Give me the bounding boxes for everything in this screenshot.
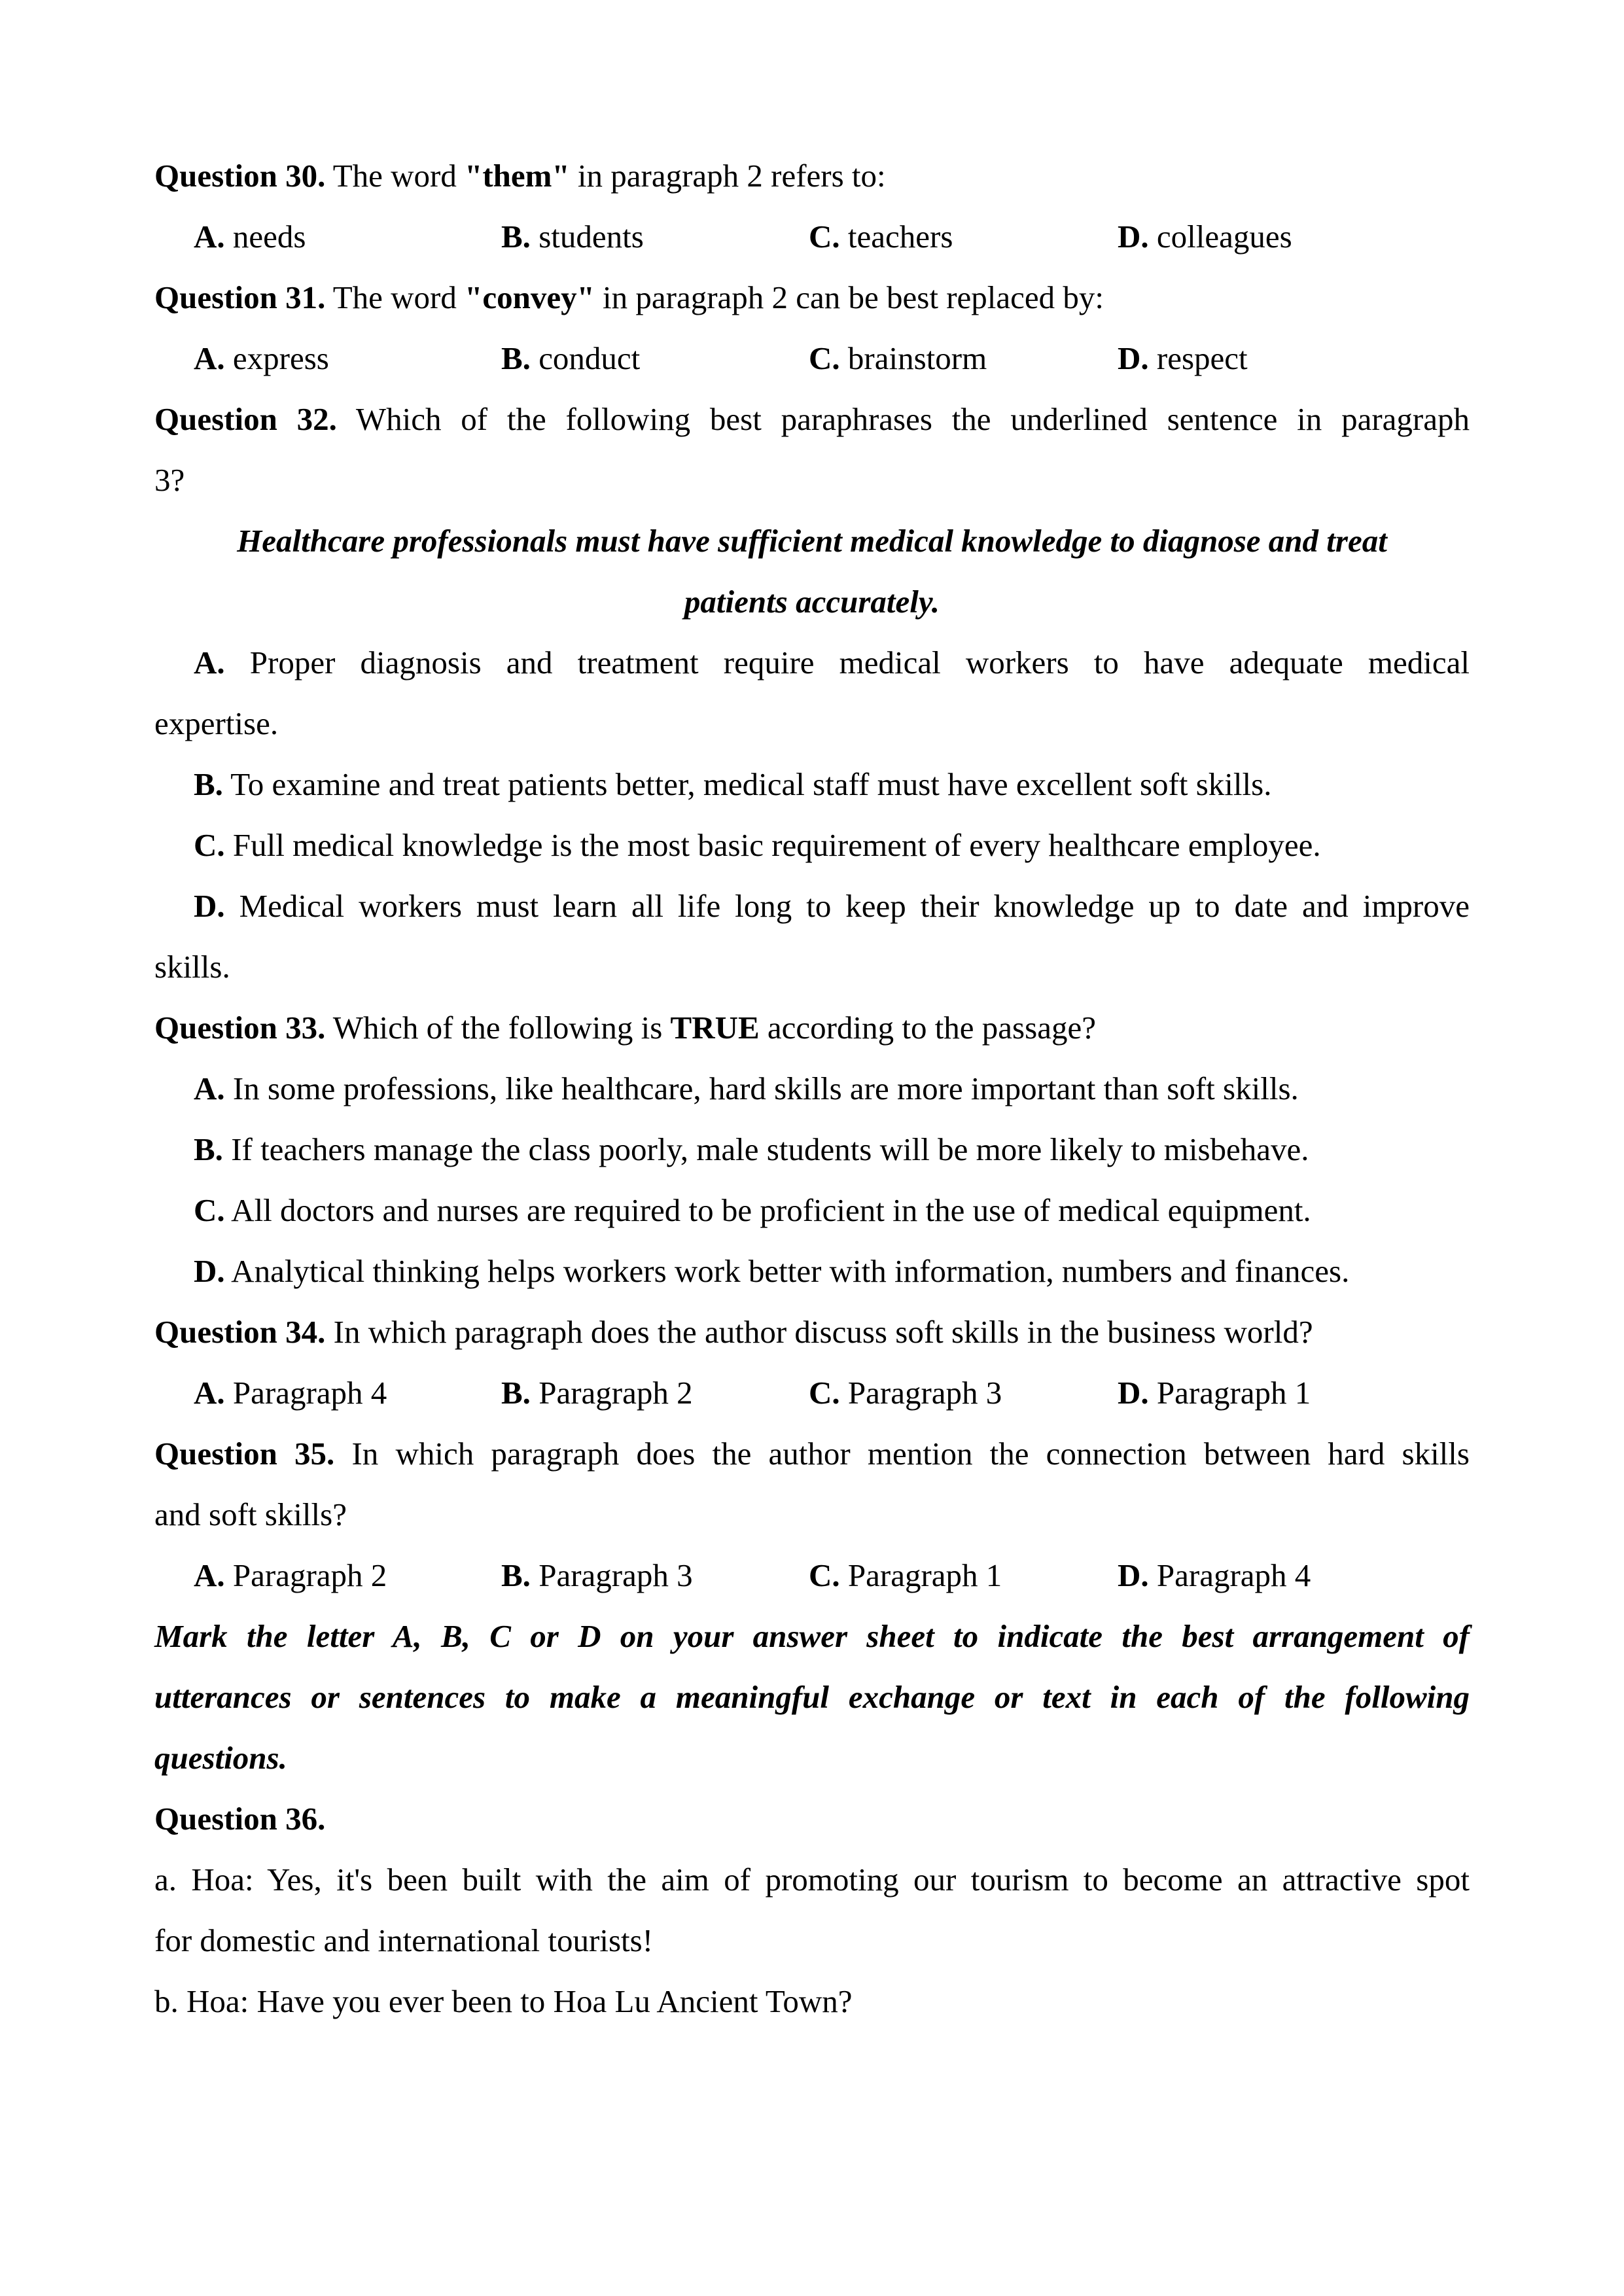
q31-target-word: "convey": [465, 279, 595, 315]
q35-option-c: C. Paragraph 1: [809, 1557, 1002, 1593]
q35-stem-line2: and soft skills?: [154, 1496, 347, 1532]
q32-stem-line1: Question 32. Which of the following best paraphrases the underlined sentence in paragraph: [154, 401, 1470, 437]
exam-page: [154, 145, 1470, 2032]
q35-options: [154, 1545, 1470, 1606]
q31-label: Question 31.: [154, 279, 326, 315]
q34-option-d: D. Paragraph 1: [1118, 1375, 1311, 1411]
q35-label: Question 35.: [154, 1436, 335, 1472]
q33-option-b: B. If teachers manage the class poorly, male students will be more likely to misbehave.: [194, 1131, 1309, 1167]
q33-option-c: C. All doctors and nurses are required to be proficient in the use of medical equipment.: [194, 1192, 1311, 1228]
q30-option-c: C. teachers: [809, 219, 953, 255]
q31-stem-text: The word: [325, 279, 465, 315]
q30-stem: [154, 145, 1470, 206]
q32-option-d: D. Medical workers must learn all life long to keep their knowledge up to date and improve: [194, 888, 1470, 924]
q31-option-c: C. brainstorm: [809, 340, 987, 376]
q31-options: [154, 328, 1470, 389]
q33-emphasis: TRUE: [670, 1010, 760, 1046]
q36-utterance-a: a. Hoa: Yes, it's been built with the aim of promoting our tourism to become an attractive spot: [154, 1862, 1470, 1898]
q34-option-c: C. Paragraph 3: [809, 1375, 1002, 1411]
q30-options: [154, 206, 1470, 267]
q30-option-a: A. needs: [194, 219, 306, 255]
q31-option-d: D. respect: [1118, 340, 1248, 376]
q32-option-b: B. To examine and treat patients better, medical staff must have excellent soft skills.: [194, 766, 1272, 802]
q33-option-d: D. Analytical thinking helps workers work better with information, numbers and finances.: [194, 1253, 1350, 1289]
q31-stem-text-end: in paragraph 2 can be best replaced by:: [594, 279, 1104, 315]
q30-option-b: B. students: [501, 219, 644, 255]
q35-option-a: A. Paragraph 2: [194, 1557, 387, 1593]
instruction-line3: questions.: [154, 1740, 287, 1776]
q36-label-line: [154, 1788, 1470, 1849]
q32-option-c: C. Full medical knowledge is the most basic requirement of every healthcare employee.: [194, 827, 1321, 863]
q30-target-word: "them": [465, 158, 570, 194]
q35-option-b: B. Paragraph 3: [501, 1557, 693, 1593]
q32-stem-line2: 3?: [154, 462, 185, 498]
q36-label: Question 36.: [154, 1801, 326, 1837]
q34-option-b: B. Paragraph 2: [501, 1375, 693, 1411]
q36-utterance-a-cont: for domestic and international tourists!: [154, 1922, 654, 1958]
q32-option-a: A. Proper diagnosis and treatment require medical workers to have adequate medical: [194, 645, 1470, 680]
q34-stem: Question 34. In which paragraph does the author discuss soft skills in the business world?: [154, 1314, 1313, 1350]
q30-stem-text: The word: [325, 158, 465, 194]
q30-label: Question 30.: [154, 158, 326, 194]
q35-stem-line1: Question 35. In which paragraph does the author mention the connection between hard skills: [154, 1436, 1470, 1472]
q32-option-d-cont: skills.: [154, 949, 230, 985]
instruction-line2: utterances or sentences to make a meaningful exchange or text in each of the following: [154, 1679, 1470, 1715]
q32-quote-line2: patients accurately.: [684, 584, 940, 620]
q32-label: Question 32.: [154, 401, 337, 437]
q30-stem-text-end: in paragraph 2 refers to:: [569, 158, 886, 194]
q33-stem: Question 33. Which of the following is TRUE according to the passage?: [154, 1010, 1096, 1046]
q33-option-a: A. In some professions, like healthcare, hard skills are more important than soft skills.: [194, 1070, 1299, 1106]
q33-label: Question 33.: [154, 1010, 326, 1046]
q31-option-b: B. conduct: [501, 340, 641, 376]
q34-option-a: A. Paragraph 4: [194, 1375, 387, 1411]
q34-options: [154, 1362, 1470, 1423]
q36-utterance-b: b. Hoa: Have you ever been to Hoa Lu Ancient Town?: [154, 1983, 853, 2019]
q31-stem: [154, 267, 1470, 328]
q34-label: Question 34.: [154, 1314, 326, 1350]
q32-quote-line1: Healthcare professionals must have sufficient medical knowledge to diagnose and treat: [237, 523, 1387, 559]
q31-option-a: A. express: [194, 340, 329, 376]
q32-option-a-cont: expertise.: [154, 705, 279, 741]
q30-option-d: D. colleagues: [1118, 219, 1292, 255]
q35-option-d: D. Paragraph 4: [1118, 1557, 1311, 1593]
instruction-line1: Mark the letter A, B, C or D on your answer sheet to indicate the best arrangement of: [154, 1618, 1470, 1654]
